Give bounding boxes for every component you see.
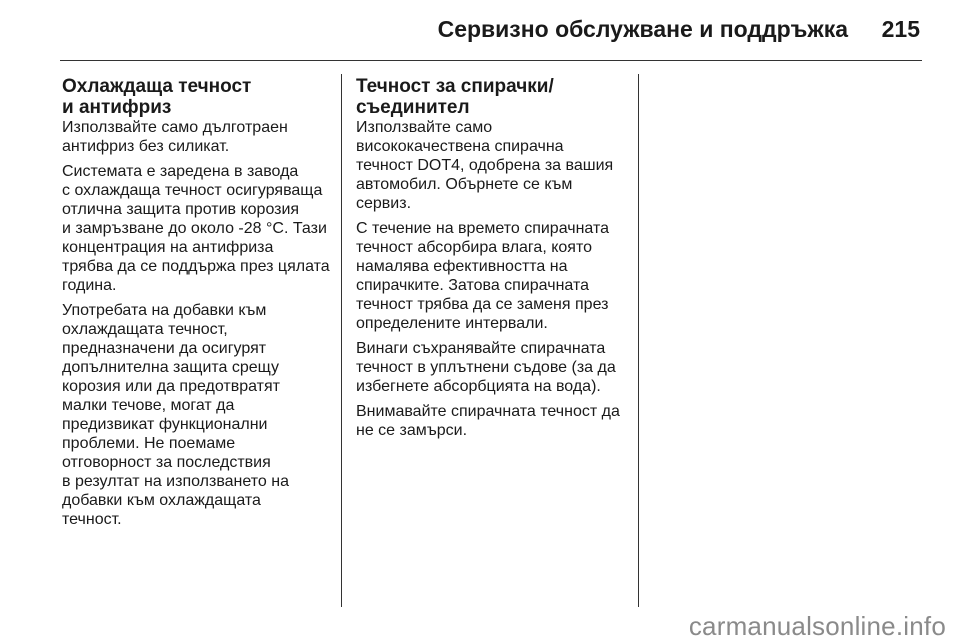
column-coolant xyxy=(62,76,334,535)
text-line: висококачествена спирачна xyxy=(356,138,564,155)
text-line: течност в уплътнени съдове (за да xyxy=(356,359,616,376)
text-line: С течение на времето спирачната xyxy=(356,220,610,237)
heading-line: и антифриз xyxy=(62,97,172,118)
section-heading-brake-fluid xyxy=(356,76,628,118)
text-line: антифриз без силикат. xyxy=(62,138,230,155)
paragraph xyxy=(356,339,628,396)
text-line: проблеми. Не поемаме xyxy=(62,435,236,452)
heading-line: Охлаждаща течност xyxy=(62,76,252,97)
paragraph xyxy=(62,162,334,295)
text-line: не се замърси. xyxy=(356,422,468,439)
text-line: намалява ефективността на xyxy=(356,258,568,275)
paragraph xyxy=(356,118,628,213)
text-line: отлична защита против корозия xyxy=(62,201,300,218)
text-line: избегнете абсорбцията на вода). xyxy=(356,378,601,395)
text-line: течност трябва да се заменя през xyxy=(356,296,609,313)
text-line: концентрация на антифриза xyxy=(62,239,274,256)
text-line: Употребата на добавки към xyxy=(62,302,267,319)
text-line: добавки към охлаждащата xyxy=(62,492,261,509)
text-line: малки течове, могат да xyxy=(62,397,235,414)
text-line: отговорност за последствия xyxy=(62,454,271,471)
text-line: Винаги съхранявайте спирачната xyxy=(356,340,606,357)
text-line: сервиз. xyxy=(356,195,412,212)
text-line: в резултат на използването на xyxy=(62,473,289,490)
header-rule xyxy=(60,60,922,61)
heading-line: съединител xyxy=(356,97,470,118)
text-line: спирачките. Затова спирачната xyxy=(356,277,589,294)
text-line: и замръзване до около -28 °C. Тази xyxy=(62,220,327,237)
column-divider-1 xyxy=(341,74,342,607)
paragraph xyxy=(356,402,628,440)
column-divider-2 xyxy=(638,74,639,607)
text-line: течност DOT4, одобрена за вашия xyxy=(356,157,614,174)
text-line: допълнителна защита срещу xyxy=(62,359,280,376)
text-line: течност. xyxy=(62,511,122,528)
paragraph xyxy=(62,301,334,529)
text-line: предназначени да осигурят xyxy=(62,340,267,357)
text-line: корозия или да предотвратят xyxy=(62,378,280,395)
text-line: с охлаждаща течност осигуряваща xyxy=(62,182,323,199)
section-heading-coolant xyxy=(62,76,334,118)
text-line: Системата е заредена в завода xyxy=(62,163,299,180)
text-line: охлаждащата течност, xyxy=(62,321,228,338)
text-line: година. xyxy=(62,277,117,294)
text-line: течност абсорбира влага, която xyxy=(356,239,592,256)
text-line: трябва да се поддържа през цялата xyxy=(62,258,330,275)
text-line: Използвайте само xyxy=(356,119,493,136)
text-line: Внимавайте спирачната течност да xyxy=(356,403,620,420)
paragraph xyxy=(356,219,628,333)
text-line: Използвайте само дълготраен xyxy=(62,119,288,136)
text-line: автомобил. Обърнете се към xyxy=(356,176,573,193)
heading-line: Течност за спирачки/ xyxy=(356,76,554,97)
page-header-title: Сервизно обслужване и поддръжка xyxy=(437,16,848,42)
column-brake-fluid xyxy=(356,76,628,446)
text-line: определените интервали. xyxy=(356,315,548,332)
page-number: 215 xyxy=(881,16,920,42)
watermark: carmanualsonline.info xyxy=(688,611,946,641)
text-line: предизвикат функционални xyxy=(62,416,268,433)
paragraph xyxy=(62,118,334,156)
